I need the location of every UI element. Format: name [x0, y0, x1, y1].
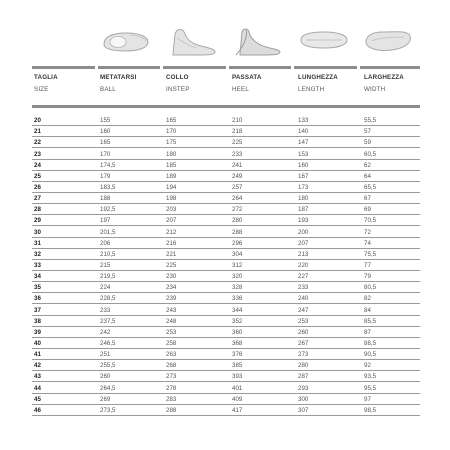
cell-length: 213 — [298, 250, 309, 258]
foot-ball-icon — [100, 24, 152, 58]
cell-width: 59 — [364, 139, 371, 147]
cell-length: 173 — [298, 183, 309, 191]
table-row — [32, 171, 420, 182]
cell-ball: 155 — [100, 117, 111, 125]
cell-width: 95,5 — [364, 384, 377, 392]
cell-heel: 233 — [232, 150, 243, 158]
cell-width: 80,5 — [364, 284, 377, 292]
cell-width: 65,5 — [364, 183, 377, 191]
cell-ball: 192,5 — [100, 206, 116, 214]
cell-ball: 260 — [100, 373, 111, 381]
cell-ball: 251 — [100, 351, 111, 359]
cell-length: 280 — [298, 362, 309, 370]
table-row — [32, 360, 420, 371]
header-length: LUNGHEZZA LENGTH — [298, 74, 338, 93]
cell-width: 62 — [364, 161, 371, 169]
cell-length: 133 — [298, 117, 309, 125]
cell-width: 85,5 — [364, 317, 377, 325]
cell-size: 39 — [34, 328, 41, 336]
table-row — [32, 249, 420, 260]
cell-width: 77 — [364, 261, 371, 269]
cell-heel: 385 — [232, 362, 243, 370]
cell-heel: 401 — [232, 384, 243, 392]
cell-ball: 273,5 — [100, 406, 116, 414]
table-row — [32, 126, 420, 137]
foot-length-icon — [298, 24, 350, 58]
cell-ball: 246,5 — [100, 339, 116, 347]
cell-ball: 179 — [100, 172, 111, 180]
cell-instep: 198 — [166, 195, 177, 203]
cell-length: 160 — [298, 161, 309, 169]
header-size: TAGLIA SIZE — [34, 74, 58, 93]
cell-instep: 248 — [166, 317, 177, 325]
measurement-icons — [0, 24, 450, 58]
table-row — [32, 282, 420, 293]
cell-size: 32 — [34, 250, 41, 258]
cell-instep: 258 — [166, 339, 177, 347]
cell-size: 38 — [34, 317, 41, 325]
cell-instep: 234 — [166, 284, 177, 292]
cell-instep: 230 — [166, 273, 177, 281]
cell-heel: 241 — [232, 161, 243, 169]
cell-ball: 237,5 — [100, 317, 116, 325]
cell-instep: 185 — [166, 161, 177, 169]
cell-length: 247 — [298, 306, 309, 314]
cell-ball: 215 — [100, 261, 111, 269]
cell-ball: 206 — [100, 239, 111, 247]
header-instep: COLLO INSTEP — [166, 74, 190, 93]
cell-size: 22 — [34, 139, 41, 147]
header-width: LARGHEZZA WIDTH — [364, 74, 404, 93]
table-row — [32, 271, 420, 282]
cell-instep: 170 — [166, 128, 177, 136]
table-row — [32, 260, 420, 271]
cell-ball: 233 — [100, 306, 111, 314]
cell-width: 84 — [364, 306, 371, 314]
cell-ball: 242 — [100, 328, 111, 336]
cell-length: 227 — [298, 273, 309, 281]
cell-heel: 344 — [232, 306, 243, 314]
cell-length: 293 — [298, 384, 309, 392]
cell-size: 42 — [34, 362, 41, 370]
cell-heel: 328 — [232, 284, 243, 292]
cell-size: 31 — [34, 239, 41, 247]
cell-heel: 288 — [232, 228, 243, 236]
cell-size: 25 — [34, 172, 41, 180]
table-row — [32, 238, 420, 249]
cell-size: 45 — [34, 395, 41, 403]
foot-heel-icon — [232, 24, 284, 58]
cell-width: 60,5 — [364, 150, 377, 158]
cell-heel: 218 — [232, 128, 243, 136]
cell-heel: 320 — [232, 273, 243, 281]
cell-heel: 296 — [232, 239, 243, 247]
cell-size: 29 — [34, 217, 41, 225]
table-row — [32, 215, 420, 226]
cell-instep: 239 — [166, 295, 177, 303]
cell-length: 193 — [298, 217, 309, 225]
cell-instep: 175 — [166, 139, 177, 147]
cell-width: 74 — [364, 239, 371, 247]
cell-width: 70,5 — [364, 217, 377, 225]
table-row — [32, 115, 420, 126]
cell-heel: 304 — [232, 250, 243, 258]
cell-width: 67 — [364, 195, 371, 203]
cell-size: 28 — [34, 206, 41, 214]
cell-length: 253 — [298, 317, 309, 325]
cell-length: 147 — [298, 139, 309, 147]
cell-ball: 210,5 — [100, 250, 116, 258]
cell-ball: 170 — [100, 150, 111, 158]
cell-size: 36 — [34, 295, 41, 303]
cell-ball: 188 — [100, 195, 111, 203]
cell-size: 44 — [34, 384, 41, 392]
table-row — [32, 382, 420, 393]
cell-heel: 352 — [232, 317, 243, 325]
cell-ball: 183,5 — [100, 183, 116, 191]
cell-heel: 257 — [232, 183, 243, 191]
cell-size: 41 — [34, 351, 41, 359]
cell-size: 46 — [34, 406, 41, 414]
table-row — [32, 137, 420, 148]
cell-heel: 312 — [232, 261, 243, 269]
foot-width-icon — [362, 24, 414, 58]
cell-ball: 228,5 — [100, 295, 116, 303]
cell-instep: 243 — [166, 306, 177, 314]
cell-instep: 180 — [166, 150, 177, 158]
cell-instep: 268 — [166, 362, 177, 370]
cell-length: 220 — [298, 261, 309, 269]
foot-instep-icon — [167, 24, 219, 58]
cell-instep: 253 — [166, 328, 177, 336]
cell-ball: 165 — [100, 139, 111, 147]
cell-heel: 210 — [232, 117, 243, 125]
cell-instep: 194 — [166, 183, 177, 191]
cell-heel: 272 — [232, 206, 243, 214]
table-row — [32, 394, 420, 405]
cell-length: 260 — [298, 328, 309, 336]
cell-instep: 216 — [166, 239, 177, 247]
cell-heel: 360 — [232, 328, 243, 336]
header-bottom-rule — [32, 105, 420, 108]
cell-size: 26 — [34, 183, 41, 191]
cell-heel: 409 — [232, 395, 243, 403]
table-row — [32, 204, 420, 215]
table-row — [32, 160, 420, 171]
cell-ball: 224 — [100, 284, 111, 292]
cell-length: 200 — [298, 228, 309, 236]
cell-length: 267 — [298, 339, 309, 347]
cell-size: 27 — [34, 195, 41, 203]
cell-size: 35 — [34, 284, 41, 292]
cell-length: 287 — [298, 373, 309, 381]
cell-size: 20 — [34, 117, 41, 125]
cell-size: 21 — [34, 128, 41, 136]
table-row — [32, 338, 420, 349]
cell-length: 153 — [298, 150, 309, 158]
table-row — [32, 293, 420, 304]
cell-heel: 368 — [232, 339, 243, 347]
cell-width: 69 — [364, 206, 371, 214]
cell-ball: 219,5 — [100, 273, 116, 281]
cell-instep: 278 — [166, 384, 177, 392]
cell-size: 30 — [34, 228, 41, 236]
cell-size: 43 — [34, 373, 41, 381]
header-heel: PASSATA HEEL — [232, 74, 262, 93]
size-chart — [32, 66, 420, 416]
cell-width: 98,5 — [364, 406, 377, 414]
cell-instep: 165 — [166, 117, 177, 125]
cell-instep: 203 — [166, 206, 177, 214]
cell-heel: 249 — [232, 172, 243, 180]
cell-width: 97 — [364, 395, 371, 403]
cell-length: 240 — [298, 295, 309, 303]
cell-length: 187 — [298, 206, 309, 214]
cell-length: 273 — [298, 351, 309, 359]
cell-heel: 336 — [232, 295, 243, 303]
cell-instep: 189 — [166, 172, 177, 180]
cell-width: 55,5 — [364, 117, 377, 125]
cell-ball: 269 — [100, 395, 111, 403]
table-row — [32, 226, 420, 237]
cell-size: 37 — [34, 306, 41, 314]
header-ball: METATARSI BALL — [100, 74, 137, 93]
cell-width: 64 — [364, 172, 371, 180]
cell-heel: 225 — [232, 139, 243, 147]
cell-width: 90,5 — [364, 351, 377, 359]
table-row — [32, 327, 420, 338]
cell-length: 207 — [298, 239, 309, 247]
cell-width: 79 — [364, 273, 371, 281]
cell-size: 33 — [34, 261, 41, 269]
cell-size: 23 — [34, 150, 41, 158]
cell-heel: 417 — [232, 406, 243, 414]
cell-width: 87 — [364, 328, 371, 336]
cell-instep: 288 — [166, 406, 177, 414]
cell-length: 180 — [298, 195, 309, 203]
table-row — [32, 316, 420, 327]
table-header — [32, 69, 420, 105]
cell-size: 24 — [34, 161, 41, 169]
table-row — [32, 304, 420, 315]
cell-length: 300 — [298, 395, 309, 403]
cell-heel: 393 — [232, 373, 243, 381]
table-row — [32, 405, 420, 416]
table-row — [32, 193, 420, 204]
cell-instep: 207 — [166, 217, 177, 225]
cell-width: 82 — [364, 295, 371, 303]
cell-width: 88,5 — [364, 339, 377, 347]
cell-width: 93,5 — [364, 373, 377, 381]
cell-length: 140 — [298, 128, 309, 136]
cell-width: 92 — [364, 362, 371, 370]
cell-width: 75,5 — [364, 250, 377, 258]
cell-instep: 283 — [166, 395, 177, 403]
cell-width: 72 — [364, 228, 371, 236]
cell-ball: 174,5 — [100, 161, 116, 169]
cell-heel: 376 — [232, 351, 243, 359]
table-row — [32, 349, 420, 360]
cell-instep: 263 — [166, 351, 177, 359]
cell-size: 40 — [34, 339, 41, 347]
table-body — [32, 115, 420, 416]
cell-instep: 212 — [166, 228, 177, 236]
cell-ball: 264,5 — [100, 384, 116, 392]
cell-ball: 160 — [100, 128, 111, 136]
cell-length: 167 — [298, 172, 309, 180]
cell-ball: 255,5 — [100, 362, 116, 370]
cell-instep: 225 — [166, 261, 177, 269]
table-row — [32, 371, 420, 382]
cell-heel: 280 — [232, 217, 243, 225]
cell-size: 34 — [34, 273, 41, 281]
cell-length: 307 — [298, 406, 309, 414]
cell-length: 233 — [298, 284, 309, 292]
cell-heel: 264 — [232, 195, 243, 203]
table-row — [32, 148, 420, 159]
cell-width: 57 — [364, 128, 371, 136]
cell-ball: 197 — [100, 217, 111, 225]
cell-instep: 221 — [166, 250, 177, 258]
cell-instep: 273 — [166, 373, 177, 381]
table-row — [32, 182, 420, 193]
cell-ball: 201,5 — [100, 228, 116, 236]
